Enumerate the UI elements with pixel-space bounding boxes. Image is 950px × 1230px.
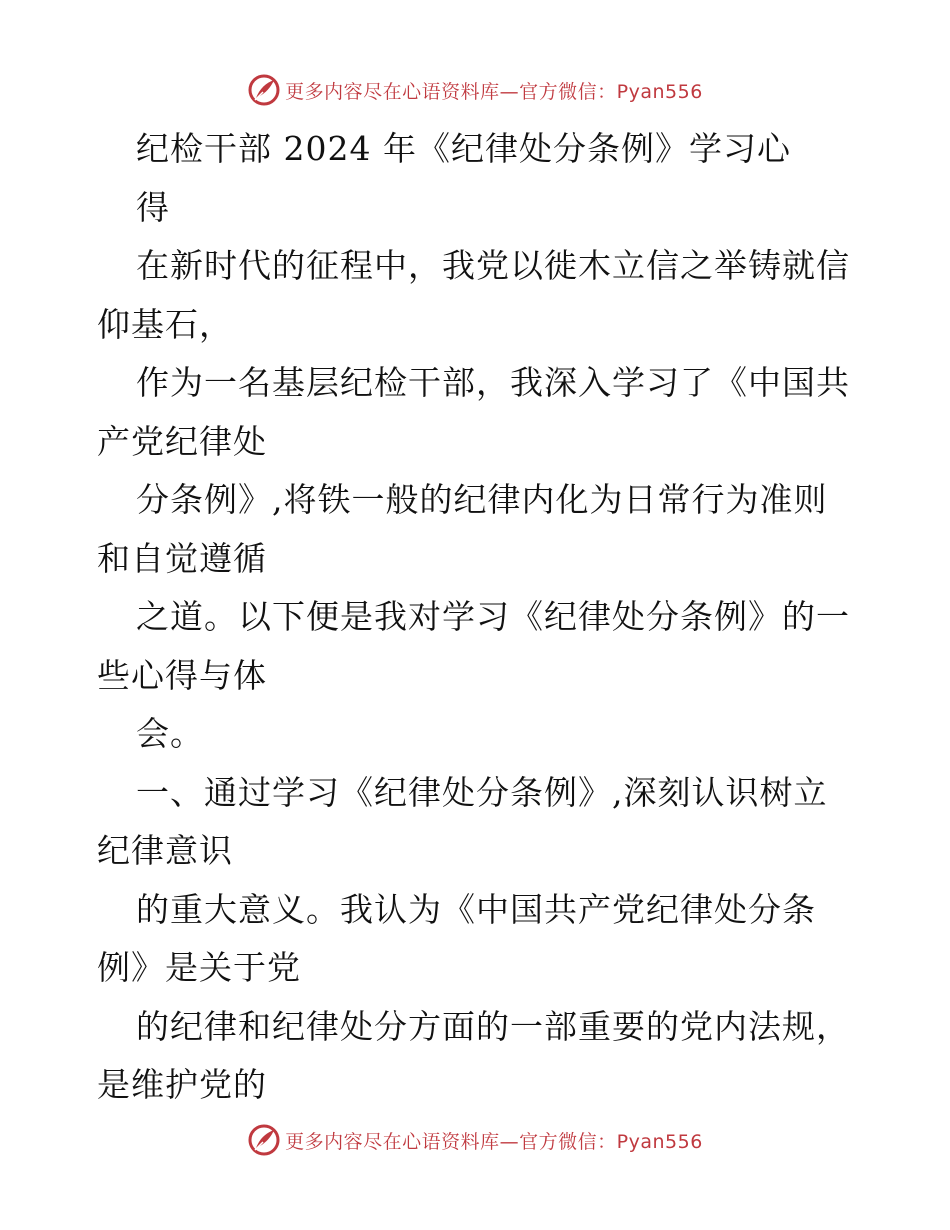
doc-line: 得 [136,187,170,227]
footer-banner-text: 更多内容尽在心语资料库—官方微信：Pyan556 [285,1130,703,1153]
doc-line: 是维护党的 [97,1065,267,1104]
doc-line: 分条例》,将铁一般的纪律内化为日常行为准则 [136,480,828,519]
doc-line: 仰基石， [97,304,233,344]
doc-line: 一、通过学习《纪律处分条例》,深刻认识树立 [136,772,828,812]
feather-pen-logo-icon [247,73,281,107]
doc-line: 之道。以下便是我对学习《纪律处分条例》的一 [136,597,850,636]
doc-line: 的重大意义。我认为《中国共产党纪律处分条 [136,889,816,929]
doc-line: 些心得与体 [97,655,267,695]
doc-line: 在新时代的征程中，我党以徙木立信之举铸就信 [136,246,850,285]
doc-line: 作为一名基层纪检干部，我深入学习了《中国共 [136,363,850,402]
document-body [97,120,857,1115]
doc-line: 产党纪律处 [97,421,267,461]
doc-line: 纪律意识 [97,831,233,870]
doc-line: 的纪律和纪律处分方面的一部重要的党内法规， [136,1006,850,1046]
footer-banner [0,1120,950,1160]
doc-line: 和自觉遵循 [97,538,267,578]
feather-pen-logo-icon [247,1123,281,1157]
header-banner [0,70,950,110]
doc-line: 纪检干部 2024 年《纪律处分条例》学习心 [136,129,791,168]
doc-line: 会。 [136,714,204,753]
header-banner-text: 更多内容尽在心语资料库—官方微信：Pyan556 [285,80,703,103]
doc-line: 例》是关于党 [97,948,301,987]
